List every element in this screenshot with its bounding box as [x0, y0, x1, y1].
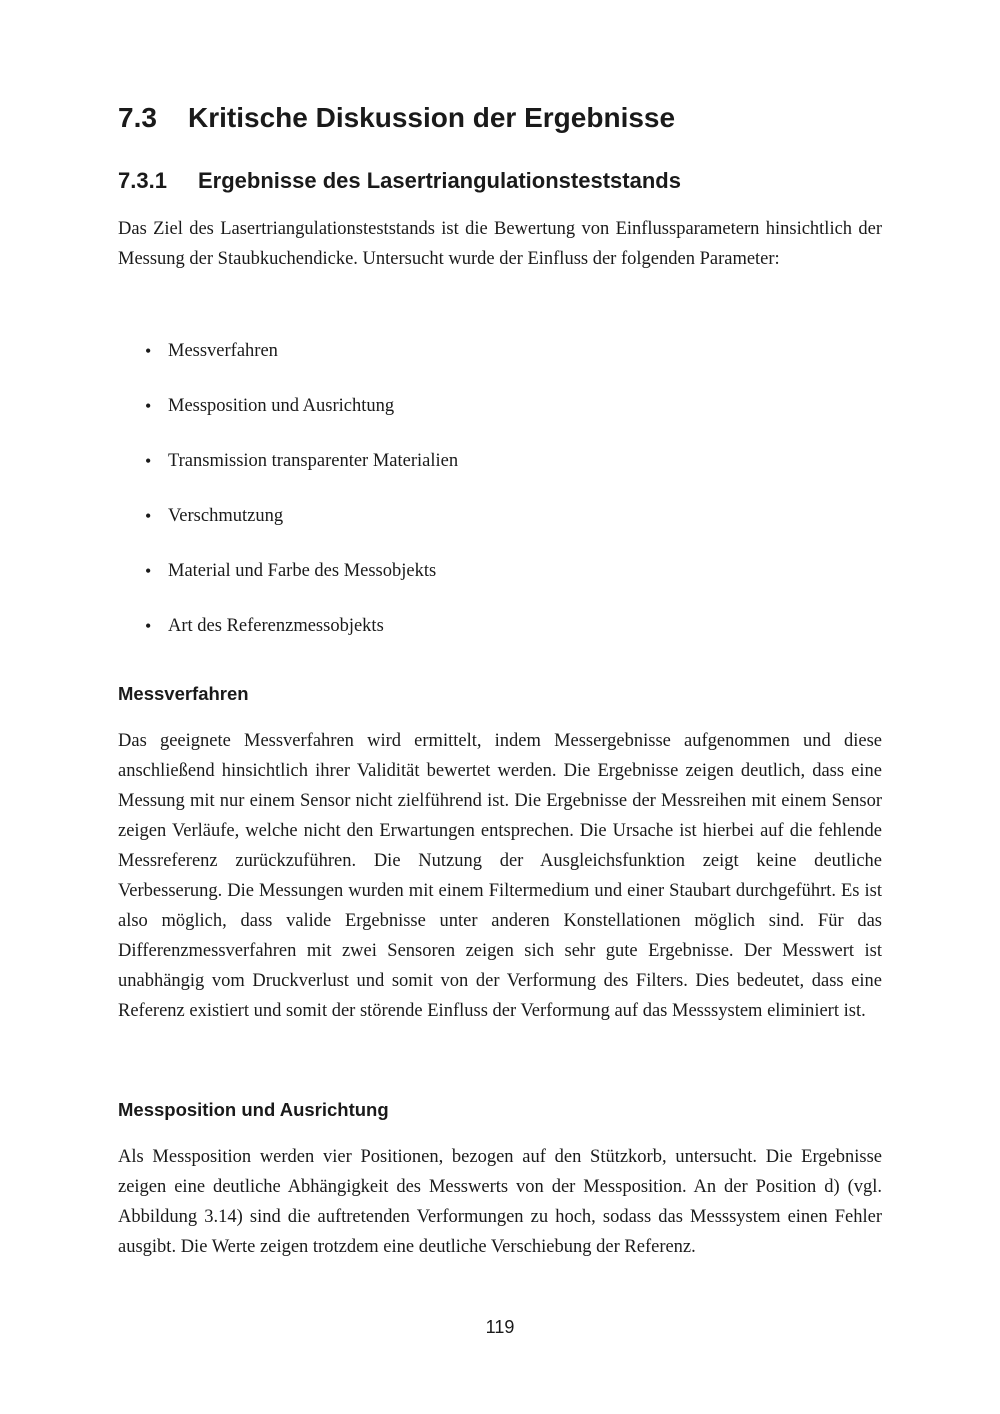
bullet-icon: • — [145, 506, 152, 526]
list-item-text: Messverfahren — [168, 341, 278, 361]
list-item — [118, 501, 882, 556]
section-heading — [118, 100, 675, 136]
section-number: 7.3 — [118, 102, 157, 133]
messverfahren-paragraph: Das geeignete Messverfahren wird ermittelt, indem Messergebnisse aufgenommen und diese anschließend hinsichtlich ihrer Validität bewertet werden. Die Ergebnisse zeigen deutlich, dass eine Messung mit nur einem Sensor nicht zielführend ist. Die Ergebnisse der Messreihen mit einem Sensor zeigen Verläufe, welche nicht den Erwartungen entsprechen. Die Ursache ist hierbei auf die fehlende Messreferenz zurückzuführen. Die Nutzung der Ausgleichsfunktion zeigt keine deutliche Verbesserung. Die Messungen wurden mit einem Filtermedium und einer Staubart durchgeführt. Es ist also möglich, dass valide Ergebnisse unter anderen Konstellationen möglich sind. Für das Differenzmessverfahren mit zwei Sensoren zeigen sich sehr gute Ergebnisse. Der Messwert ist unabhängig vom Druckverlust und somit von der Verformung des Filters. Dies bedeutet, dass eine Referenz existiert und somit der störende Einfluss der Verformung auf das Messsystem eliminiert ist. — [118, 731, 882, 1021]
subsection-heading — [118, 166, 681, 196]
parameter-list — [118, 336, 882, 666]
list-item — [118, 611, 882, 666]
list-item — [118, 556, 882, 611]
list-item — [118, 446, 882, 501]
messverfahren-heading: Messverfahren — [118, 683, 249, 704]
bullet-icon: • — [145, 561, 152, 581]
list-item — [118, 391, 882, 446]
messposition-heading: Messposition und Ausrichtung — [118, 1099, 389, 1120]
bullet-icon: • — [145, 451, 152, 471]
list-item-text: Verschmutzung — [168, 506, 284, 526]
document-page — [118, 0, 882, 1414]
subsection-number: 7.3.1 — [118, 168, 167, 193]
subsection-title: Ergebnisse des Lasertriangulationsteststands — [198, 168, 681, 193]
intro-paragraph: Das Ziel des Lasertriangulationsteststands ist die Bewertung von Einflussparametern hinsichtlich der Messung der Staubkuchendicke. Untersucht wurde der Einfluss der folgenden Parameter: — [118, 219, 882, 269]
list-item — [118, 336, 882, 391]
list-item-text: Transmission transparenter Materialien — [168, 451, 459, 471]
bullet-icon: • — [145, 396, 152, 416]
bullet-icon: • — [145, 616, 152, 636]
list-item-text: Messposition und Ausrichtung — [168, 396, 395, 416]
bullet-icon: • — [145, 341, 152, 361]
page-number: 119 — [485, 1317, 515, 1337]
list-item-text: Material und Farbe des Messobjekts — [168, 561, 437, 581]
messposition-paragraph: Als Messposition werden vier Positionen, bezogen auf den Stützkorb, untersucht. Die Ergebnisse zeigen eine deutliche Abhängigkeit des Messwerts von der Messposition. An der Position d) (vgl. Abbildung 3.14) sind die auftretenden Verformungen zu hoch, sodass das Messsystem einen Fehler ausgibt. Die Werte zeigen trotzdem eine deutliche Verschiebung der Referenz. — [118, 1147, 882, 1257]
section-title: Kritische Diskussion der Ergebnisse — [188, 102, 676, 133]
list-item-text: Art des Referenzmessobjekts — [168, 616, 384, 636]
